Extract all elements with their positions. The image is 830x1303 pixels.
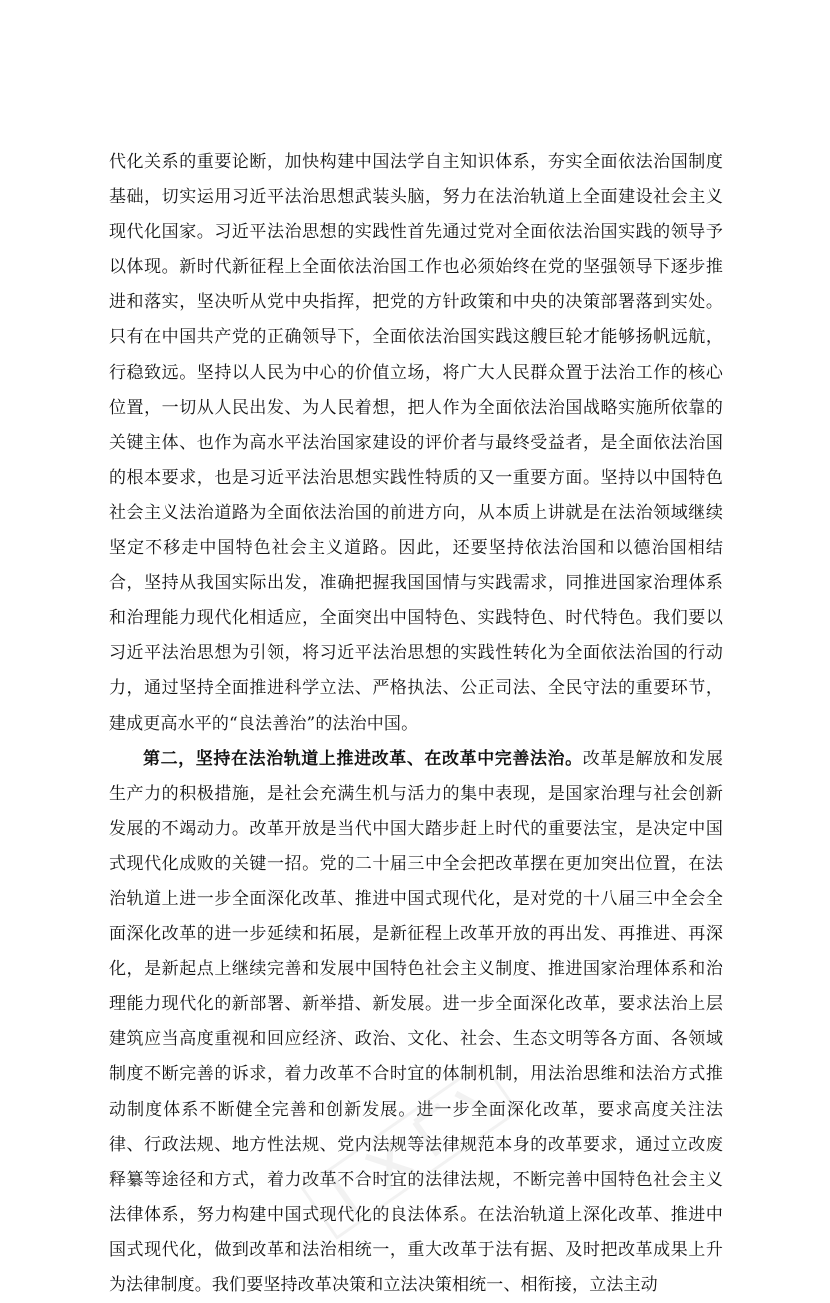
paragraph-2 <box>109 742 723 1303</box>
paragraph-1: 代化关系的重要论断，加快构建中国法学自主知识体系，夯实全面依法治国制度基础，切实运用习近平法治思想武装头脑，努力在法治轨道上全面建设社会主义现代化国家。习近平法治思想的实践性首先通过党对全面依法治国实践的领导予以体现。新时代新征程上全面依法治国工作也必须始终在党的坚强领导下逐步推进和落实，坚决听从党中央指挥，把党的方针政策和中央的决策部署落到实处。只有在中国共产党的正确领导下，全面依法治国实践这艘巨轮才能够扬帆远航，行稳致远。坚持以人民为中心的价值立场，将广大人民群众置于法治工作的核心位置，一切从人民出发、为人民着想，把人作为全面依法治国战略实施所依靠的关键主体、也作为高水平法治国家建设的评价者与最终受益者，是全面依法治国的根本要求，也是习近平法治思想实践性特质的又一重要方面。坚持以中国特色社会主义法治道路为全面依法治国的前进方向，从本质上讲就是在法治领域继续坚定不移走中国特色社会主义道路。因此，还要坚持依法治国和以德治国相结合，坚持从我国实际出发，准确把握我国国情与实践需求，同推进国家治理体系和治理能力现代化相适应，全面突出中国特色、实践特色、时代特色。我们要以习近平法治思想为引领，将习近平法治思想的实践性转化为全面依法治国的行动力，通过坚持全面推进科学立法、严格执法、公正司法、全民守法的重要环节，建成更高水平的“良法善治”的法治中国。 <box>109 152 723 734</box>
paragraph-2-heading: 第二，坚持在法治轨道上推进改革、在改革中完善法治。 <box>143 748 583 769</box>
paragraph-2-body: 改革是解放和发展生产力的积极措施，是社会充满生机与活力的集中表现，是国家治理与社会创新发展的不竭动力。改革开放是当代中国大踏步赶上时代的重要法宝，是决定中国式现代化成败的关键一招。党的二十届三中全会把改革摆在更加突出位置，在法治轨道上进一步全面深化改革、推进中国式现代化，是对党的十八届三中全会全面深化改革的进一步延续和拓展，是新征程上改革开放的再出发、再推进、再深化，是新起点上继续完善和发展中国特色社会主义制度、推进国家治理体系和治理能力现代化的新部署、新举措、新发展。进一步全面深化改革，要求法治上层建筑应当高度重视和回应经济、政治、文化、社会、生态文明等各方面、各领域制度不断完善的诉求，着力改革不合时宜的体制机制，用法治思维和法治方式推动制度体系不断健全完善和创新发展。进一步全面深化改革，要求高度关注法律、行政法规、地方性法规、党内法规等法律规范本身的改革要求，通过立改废释纂等途径和方式，着力改革不合时宜的法律法规，不断完善中国特色社会主义法律体系，努力构建中国式现代化的良法体系。在法治轨道上深化改革、推进中国式现代化，做到改革和法治相统一，重大改革于法有据、及时把改革成果上升为法律制度。我们要坚持改革决策和立法决策相统一、相衔接，立法主动 <box>109 748 724 1295</box>
